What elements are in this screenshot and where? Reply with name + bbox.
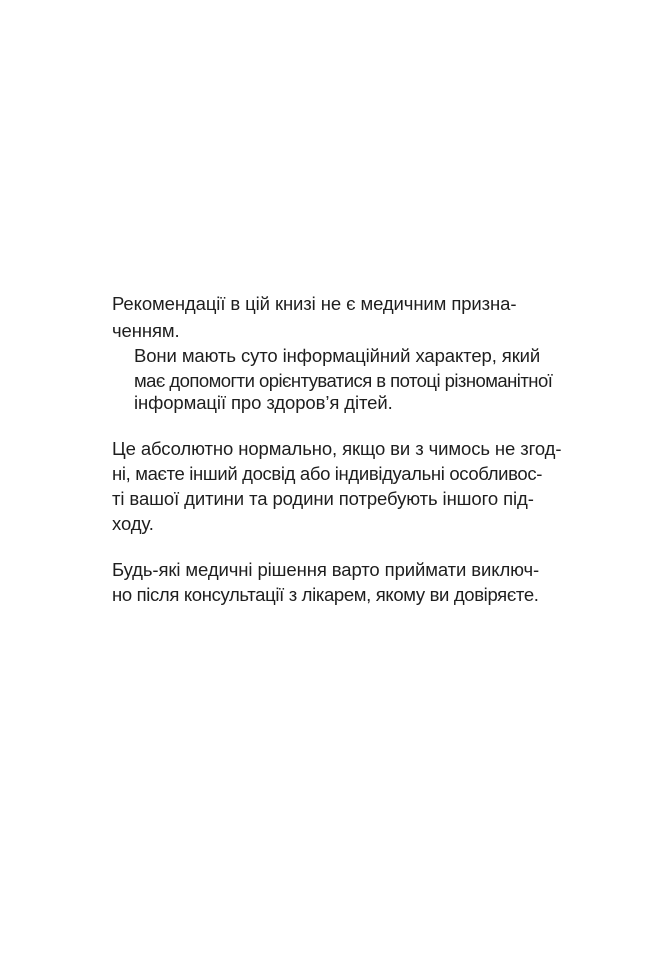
- paragraph-1-line-2: ченням.: [112, 320, 180, 341]
- paragraph-1-line-1: Рекомендації в цій книзі не є медичним призна-: [112, 293, 517, 314]
- paragraph-2-line-1: Вони мають суто інформаційний характер, який: [134, 345, 541, 366]
- paragraph-4-line-1: Будь-які медичні рішення варто приймати виключ-: [112, 559, 540, 580]
- paragraph-4-line-2: но після консультації з лікарем, якому ви довіряєте.: [112, 584, 539, 605]
- paragraph-2-line-3: інформації про здоров’я дітей.: [134, 392, 393, 413]
- paragraph-3-line-3: ті вашої дитини та родини потребують іншого під-: [112, 488, 534, 509]
- paragraph-3-line-1: Це абсолютно нормально, якщо ви з чимось не згод-: [112, 438, 562, 459]
- paragraph-2-line-2: має допомогти орієнтуватися в потоці різноманітної: [134, 370, 553, 391]
- paragraph-3-line-4: ходу.: [112, 513, 154, 534]
- paragraph-3-line-2: ні, маєте інший досвід або індивідуальні особливос-: [112, 463, 543, 484]
